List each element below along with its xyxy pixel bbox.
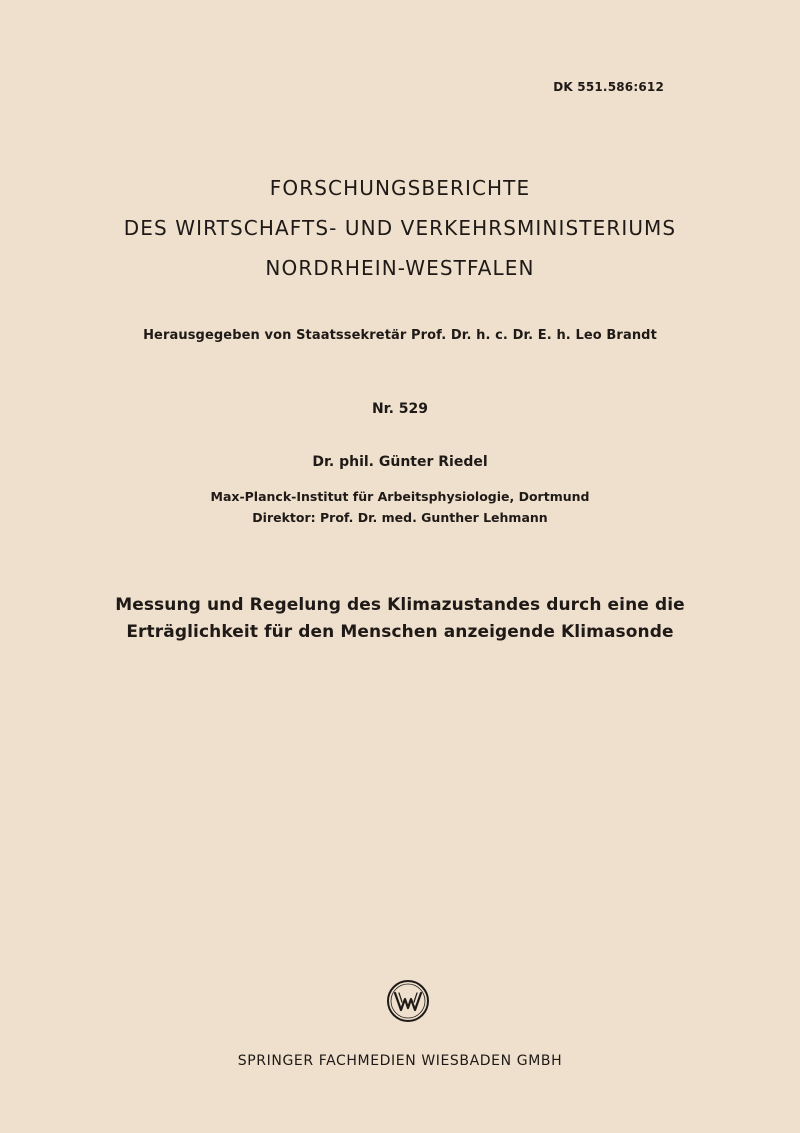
series-title-line-1: FORSCHUNGSBERICHTE <box>269 176 531 200</box>
author-name: Dr. phil. Günter Riedel <box>312 454 488 470</box>
book-title <box>0 592 800 646</box>
editor-line: Herausgegeben von Staatssekretär Prof. Dr. h. c. Dr. E. h. Leo Brandt <box>143 328 657 343</box>
series-title-line-2: DES WIRTSCHAFTS- UND VERKEHRSMINISTERIUMS <box>123 216 677 240</box>
springer-logo-icon <box>386 979 430 1023</box>
volume-number: Nr. 529 <box>371 401 429 417</box>
publisher-name: SPRINGER FACHMEDIEN WIESBADEN GMBH <box>237 1053 563 1069</box>
book-title-line-1: Messung und Regelung des Klimazustandes durch eine die <box>115 595 685 615</box>
series-title <box>0 168 800 288</box>
classification-number: DK 551.586:612 <box>553 80 664 94</box>
institute-line: Max-Planck-Institut für Arbeitsphysiologie, Dortmund <box>210 489 590 504</box>
author-affiliation <box>0 486 800 528</box>
director-line: Direktor: Prof. Dr. med. Gunther Lehmann <box>252 510 548 525</box>
series-title-line-3: NORDRHEIN-WESTFALEN <box>265 256 535 280</box>
book-title-line-2: Erträglichkeit für den Menschen anzeigende Klimasonde <box>126 622 674 642</box>
